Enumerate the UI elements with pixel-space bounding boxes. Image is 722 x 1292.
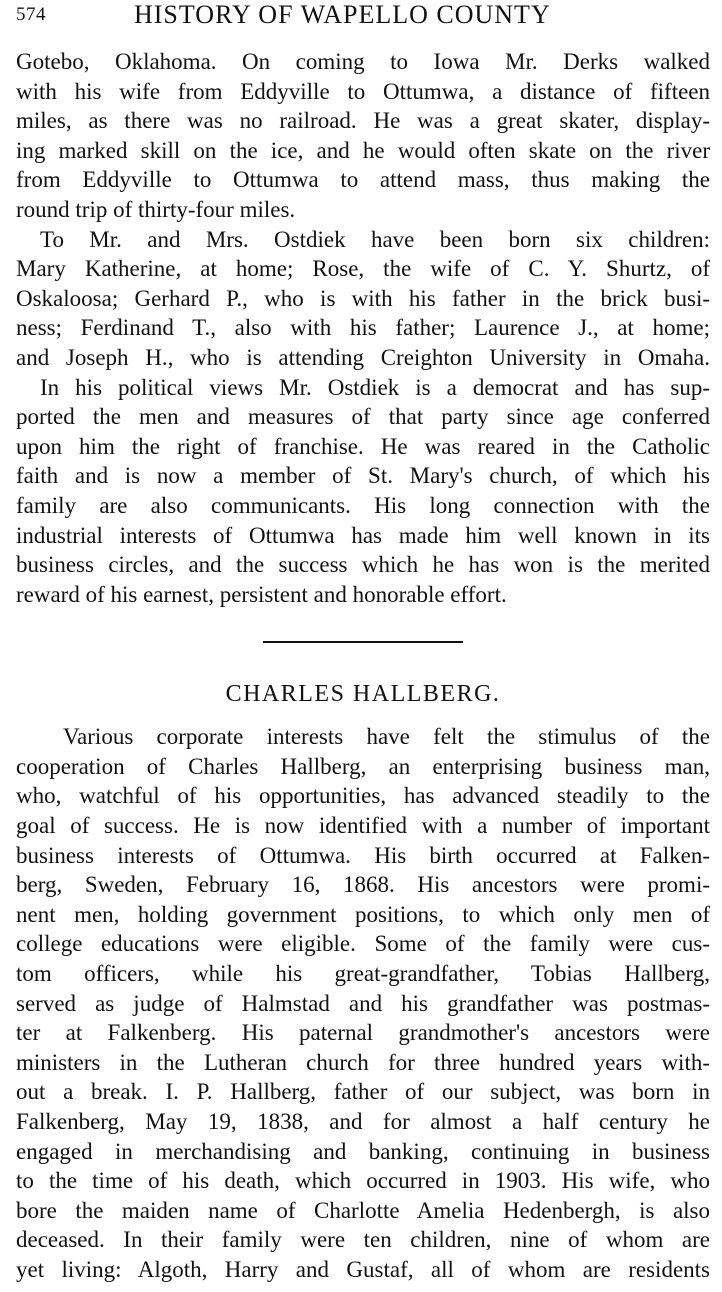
text-line: family are also communicants. His long connection with the [16,492,710,518]
text-line: goal of success. He is now identified with a number of important [16,813,710,839]
text-line: upon him the right of franchise. He was reared in the Catholic [16,433,710,459]
text-line: to the time of his death, which occurred in 1903. His wife, who [16,1168,710,1194]
continued-biography-text [16,47,710,609]
text-line: Gotebo, Oklahoma. On coming to Iowa Mr. Derks walked [16,49,710,74]
text-line: To Mr. and Mrs. Ostdiek have been born six children: [40,226,710,252]
text-line: reward of his earnest, persistent and honorable effort. [16,581,507,607]
text-line: who, watchful of his opportunities, has advanced steadily to the [16,783,710,809]
text-line: ter at Falkenberg. His paternal grandmother's ancestors were [16,1020,710,1046]
text-line: ministers in the Lutheran church for three hundred years with- [16,1049,710,1075]
text-line: round trip of thirty-four miles. [16,196,296,222]
text-line: ness; Ferdinand T., also with his father; Laurence J., at home; [16,315,710,341]
hallberg-biography-text [16,722,710,1284]
text-line: served as judge of Halmstad and his grandfather was postmas- [16,990,710,1016]
text-line: from Eddyville to Ottumwa to attend mass, thus making the [16,167,710,193]
text-line: bore the maiden name of Charlotte Amelia Hedenbergh, is also [16,1197,710,1223]
running-head [16,0,710,32]
section-heading: CHARLES HALLBERG. [225,681,501,708]
text-line: Various corporate interests have felt the stimulus of the [63,724,710,750]
text-line: ing marked skill on the ice, and he would often skate on the river [16,137,710,163]
text-line: faith and is now a member of St. Mary's church, of which his [16,463,710,489]
page-number: 574 [16,4,46,25]
text-line: yet living: Algoth, Harry and Gustaf, all of whom are residents [16,1256,710,1282]
text-line: business interests of Ottumwa. His birth occurred at Falken- [16,842,710,868]
text-line: miles, as there was no railroad. He was a great skater, display- [16,108,710,134]
text-line: and Joseph H., who is attending Creighton University in Omaha. [16,344,710,370]
text-line: Falkenberg, May 19, 1838, and for almost a half century he [16,1109,710,1134]
text-line: In his political views Mr. Ostdiek is a democrat and has sup- [40,374,710,400]
text-line: tom officers, while his great-grandfather, Tobias Hallberg, [16,961,710,987]
running-title: HISTORY OF WAPELLO COUNTY [134,0,551,29]
section-divider [263,641,463,643]
text-line: Oskaloosa; Gerhard P., who is with his father in the brick busi- [16,285,710,311]
text-line: with his wife from Eddyville to Ottumwa, a distance of fifteen [16,78,710,104]
text-line: ported the men and measures of that party since age conferred [16,404,710,430]
text-line: industrial interests of Ottumwa has made him well known in its [16,522,710,548]
text-line: cooperation of Charles Hallberg, an enterprising business man, [16,753,710,779]
text-line: out a break. I. P. Hallberg, father of our subject, was born in [16,1079,710,1105]
book-page [16,0,710,1292]
text-line: engaged in merchandising and banking, continuing in business [16,1138,710,1164]
text-line: berg, Sweden, February 16, 1868. His ancestors were promi- [16,872,710,898]
text-line: college educations were eligible. Some of the family were cus- [16,931,710,957]
text-line: deceased. In their family were ten children, nine of whom are [16,1227,710,1253]
text-line: nent men, holding government positions, to which only men of [16,901,710,927]
text-line: Mary Katherine, at home; Rose, the wife of C. Y. Shurtz, of [16,256,710,282]
text-line: business circles, and the success which he has won is the merited [16,552,710,578]
